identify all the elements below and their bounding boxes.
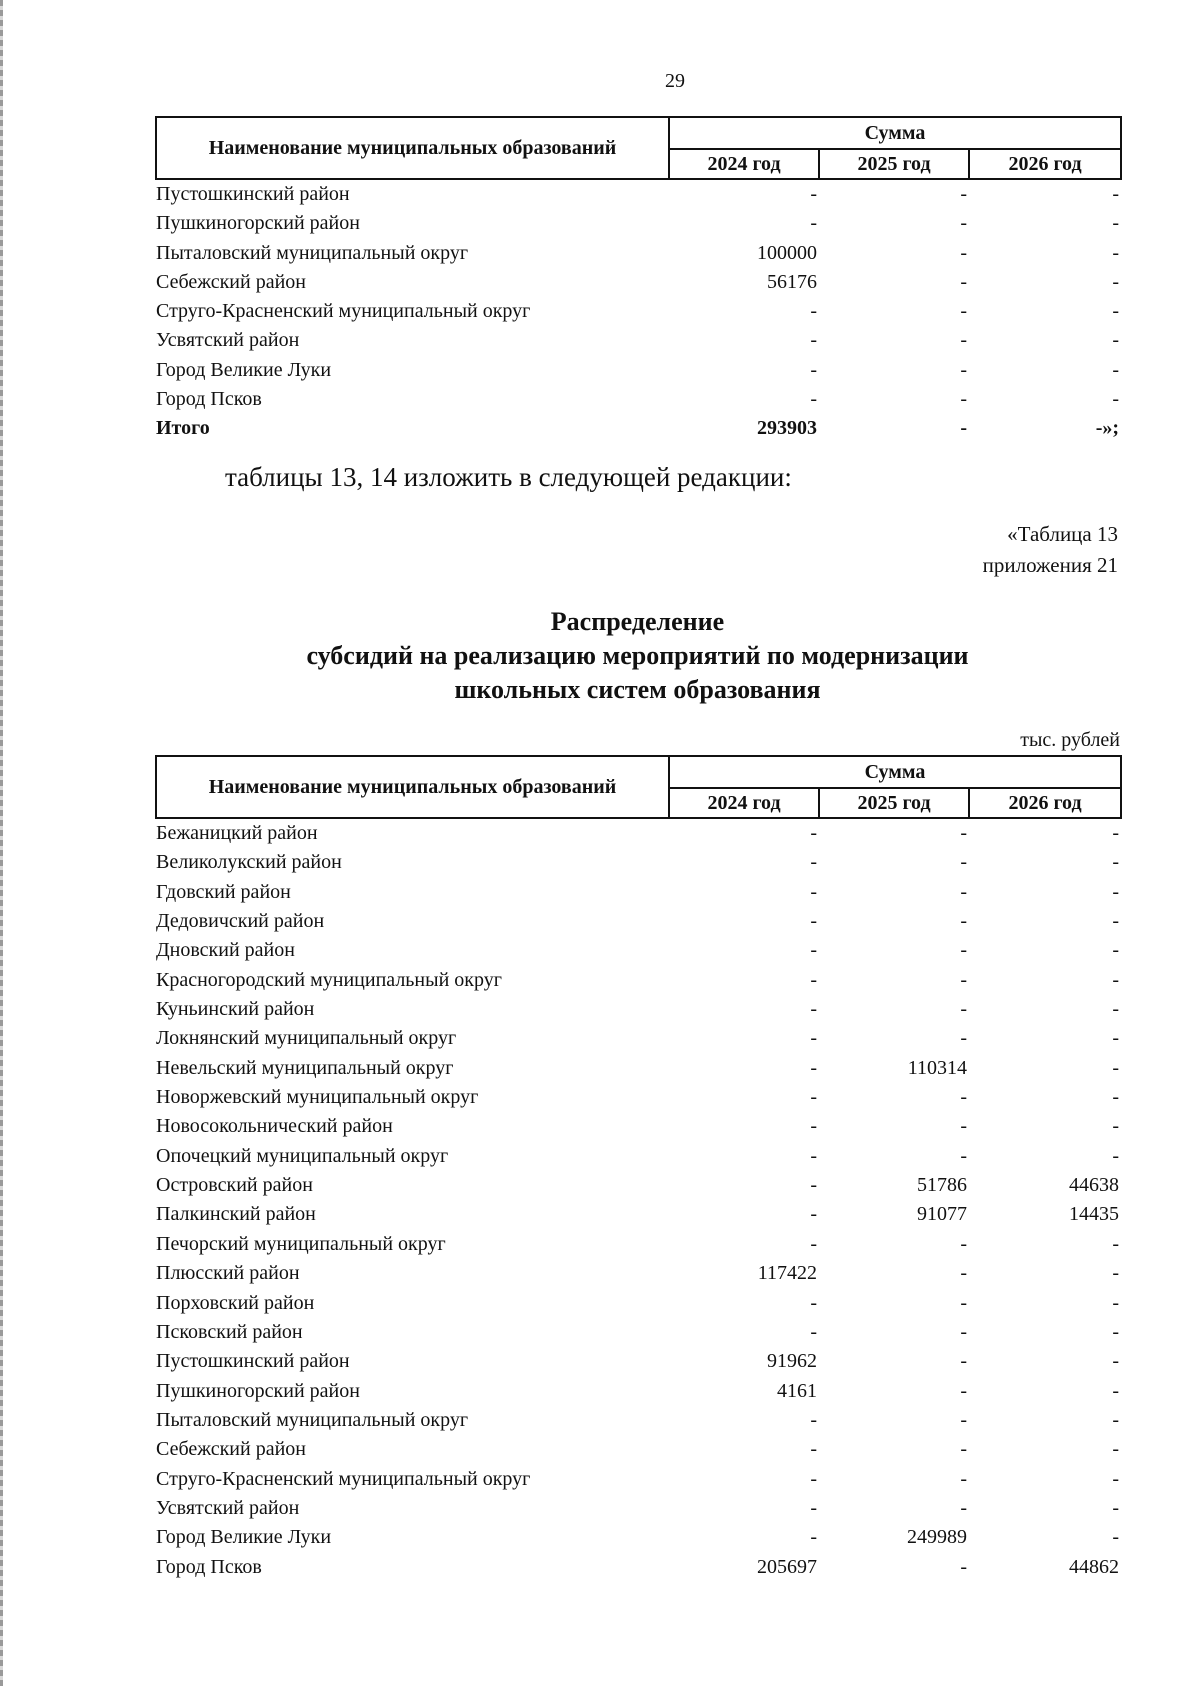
value-2024: 91962 — [767, 1350, 817, 1373]
value-2025: - — [960, 300, 967, 323]
value-2026: - — [1112, 358, 1120, 381]
value-2025: - — [960, 241, 967, 264]
table-row — [156, 1318, 1121, 1347]
table-reference — [983, 519, 1118, 581]
column-header-2025: 2025 год — [819, 149, 969, 179]
value-2025: - — [960, 1086, 967, 1109]
municipality-name: Великолукский район — [156, 851, 342, 874]
value-2025: - — [960, 910, 967, 933]
municipality-name: Красногородский муниципальный округ — [156, 968, 502, 991]
value-2026: - — [1112, 939, 1120, 962]
municipality-name: Город Великие Луки — [156, 358, 332, 381]
value-2025: 91077 — [917, 1203, 967, 1226]
heading-line1: Распределение — [550, 607, 725, 636]
municipality-name: Печорский муниципальный округ — [156, 1232, 446, 1255]
table-row — [156, 966, 1121, 995]
column-header-name: Наименование муниципальных образований — [156, 756, 669, 818]
table-row — [156, 1435, 1121, 1464]
table-row — [156, 1171, 1121, 1200]
table-row — [156, 1494, 1121, 1523]
municipality-name: Себежский район — [156, 1438, 306, 1461]
value-2025: - — [960, 183, 967, 205]
value-2025: - — [960, 1115, 967, 1138]
value-2025: - — [960, 1320, 967, 1343]
municipality-name: Усвятский район — [156, 329, 300, 352]
value-2026: - — [1112, 1320, 1120, 1343]
table-body — [156, 818, 1121, 1582]
value-2026: - — [1112, 1350, 1120, 1373]
value-2025: - — [960, 358, 967, 381]
table-body — [156, 179, 1121, 414]
municipality-name: Новосокольнический район — [156, 1115, 393, 1138]
column-header-2024: 2024 год — [669, 149, 819, 179]
column-header-2026: 2026 год — [969, 788, 1121, 818]
value-2024: 205697 — [757, 1555, 817, 1578]
value-2026: - — [1112, 998, 1120, 1021]
table-row — [156, 1553, 1121, 1582]
value-2025: - — [960, 968, 967, 991]
table-row — [156, 1289, 1121, 1318]
table-row — [156, 209, 1121, 238]
municipality-name: Бежаницкий район — [156, 822, 318, 844]
value-2024: - — [810, 329, 817, 352]
value-2024: - — [810, 1232, 817, 1255]
value-2026: - — [1112, 241, 1120, 264]
value-2024: - — [810, 880, 817, 903]
column-header-2026: 2026 год — [969, 149, 1121, 179]
column-header-name: Наименование муниципальных образований — [156, 117, 669, 179]
municipality-name: Пустошкинский район — [156, 1350, 350, 1373]
value-2026: - — [1112, 910, 1120, 933]
value-2024: 4161 — [777, 1379, 817, 1402]
table-row — [156, 936, 1121, 965]
value-2026: - — [1112, 329, 1120, 352]
value-2024: - — [810, 388, 817, 411]
value-2026: - — [1112, 1115, 1120, 1138]
value-2026: 44638 — [1069, 1174, 1120, 1197]
table-row — [156, 1347, 1121, 1376]
municipality-name: Дновский район — [156, 939, 295, 962]
value-2024: - — [810, 1174, 817, 1197]
scan-edge — [0, 0, 3, 1686]
column-header-2025: 2025 год — [819, 788, 969, 818]
value-2026: 44862 — [1069, 1555, 1120, 1578]
value-2025: - — [960, 851, 967, 874]
value-2024: - — [810, 358, 817, 381]
value-2026: - — [1112, 388, 1120, 411]
value-2026: - — [1112, 300, 1120, 323]
value-2026: - — [1112, 1027, 1120, 1050]
municipality-name: Псковский район — [156, 1320, 303, 1343]
table-row — [156, 1112, 1121, 1141]
value-2025: - — [960, 1379, 967, 1402]
value-2026: - — [1112, 1438, 1120, 1461]
table-row — [156, 1465, 1121, 1494]
total-2026: -»; — [1095, 417, 1120, 440]
municipality-name: Невельский муниципальный округ — [156, 1056, 454, 1079]
value-2026: - — [1112, 1526, 1120, 1549]
table-row — [156, 907, 1121, 936]
intro-text: таблицы 13, 14 изложить в следующей редакции: — [225, 462, 792, 492]
total-2024: 293903 — [757, 417, 817, 440]
value-2025: - — [960, 880, 967, 903]
value-2024: - — [810, 1056, 817, 1079]
value-2024: - — [810, 1496, 817, 1519]
table-header — [156, 117, 1121, 179]
table-row — [156, 356, 1121, 385]
value-2026: - — [1112, 1379, 1120, 1402]
value-2025: - — [960, 329, 967, 352]
value-2025: - — [960, 939, 967, 962]
table-row — [156, 1024, 1121, 1053]
value-2026: - — [1112, 968, 1120, 991]
column-header-2024: 2024 год — [669, 788, 819, 818]
value-2026: - — [1112, 1232, 1120, 1255]
municipality-name: Локнянский муниципальный округ — [156, 1027, 457, 1050]
value-2024: - — [810, 1320, 817, 1343]
table-row — [156, 179, 1121, 209]
table-row — [156, 1142, 1121, 1171]
table-row — [156, 1523, 1121, 1552]
column-header-sum: Сумма — [669, 117, 1121, 149]
value-2025: - — [960, 1144, 967, 1167]
value-2026: - — [1112, 1056, 1120, 1079]
page-number: 29 — [665, 70, 685, 92]
table-reference-line1: «Таблица 13 — [1007, 522, 1118, 546]
document-heading — [0, 605, 1200, 707]
value-2026: - — [1112, 1262, 1120, 1285]
value-2025: - — [960, 1438, 967, 1461]
value-2026: - — [1112, 183, 1120, 205]
value-2024: 100000 — [757, 241, 817, 264]
value-2024: - — [810, 851, 817, 874]
table-row — [156, 239, 1121, 268]
value-2024: - — [810, 1027, 817, 1050]
total-row — [156, 414, 1121, 443]
value-2026: - — [1112, 270, 1120, 293]
municipality-name: Город Великие Луки — [156, 1526, 332, 1549]
total-2025: - — [960, 417, 967, 440]
value-2025: - — [960, 998, 967, 1021]
table-row — [156, 385, 1121, 414]
value-2024: - — [810, 1144, 817, 1167]
value-2026: - — [1112, 1291, 1120, 1314]
municipality-name: Пыталовский муниципальный округ — [156, 1408, 469, 1431]
value-2024: - — [810, 822, 817, 844]
municipality-name: Куньинский район — [156, 998, 315, 1021]
municipality-name: Пыталовский муниципальный округ — [156, 241, 469, 264]
value-2026: - — [1112, 851, 1120, 874]
value-2025: - — [960, 1291, 967, 1314]
value-2024: - — [810, 212, 817, 235]
municipality-name: Пустошкинский район — [156, 183, 350, 205]
value-2026: - — [1112, 212, 1120, 235]
value-2025: - — [960, 1467, 967, 1490]
value-2024: - — [810, 300, 817, 323]
municipality-name: Новоржевский муниципальный округ — [156, 1086, 479, 1109]
value-2025: - — [960, 212, 967, 235]
municipality-name: Город Псков — [156, 388, 262, 411]
value-2025: - — [960, 388, 967, 411]
value-2025: - — [960, 1262, 967, 1285]
table-row — [156, 878, 1121, 907]
value-2024: - — [810, 910, 817, 933]
value-2024: - — [810, 1526, 817, 1549]
municipality-name: Усвятский район — [156, 1496, 300, 1519]
table-previous-continued — [155, 116, 1122, 444]
value-2025: 249989 — [907, 1526, 967, 1549]
table-row — [156, 1406, 1121, 1435]
table-header — [156, 756, 1121, 818]
municipality-name: Пушкиногорский район — [156, 212, 360, 235]
value-2024: - — [810, 1291, 817, 1314]
value-2026: 14435 — [1069, 1203, 1120, 1226]
value-2024: - — [810, 183, 817, 205]
value-2025: - — [960, 1027, 967, 1050]
value-2024: - — [810, 1086, 817, 1109]
value-2026: - — [1112, 822, 1120, 844]
table-row — [156, 1259, 1121, 1288]
table-row — [156, 818, 1121, 848]
heading-line3: школьных систем образования — [454, 675, 821, 704]
table-row — [156, 1377, 1121, 1406]
value-2026: - — [1112, 1467, 1120, 1490]
table-row — [156, 326, 1121, 355]
value-2025: - — [960, 1350, 967, 1373]
value-2024: - — [810, 1467, 817, 1490]
table-total — [156, 414, 1121, 443]
municipality-name: Струго-Красненский муниципальный округ — [156, 300, 531, 323]
municipality-name: Город Псков — [156, 1555, 262, 1578]
units-label: тыс. рублей — [1020, 729, 1120, 751]
value-2024: - — [810, 1115, 817, 1138]
table-row — [156, 995, 1121, 1024]
value-2024: - — [810, 1203, 817, 1226]
value-2024: - — [810, 1438, 817, 1461]
municipality-name: Плюсский район — [156, 1262, 300, 1285]
table-row — [156, 268, 1121, 297]
total-label: Итого — [156, 417, 210, 440]
value-2025: - — [960, 1408, 967, 1431]
value-2026: - — [1112, 1144, 1120, 1167]
municipality-name: Островский район — [156, 1174, 313, 1197]
heading-line2: субсидий на реализацию мероприятий по модернизации — [306, 641, 969, 670]
municipality-name: Себежский район — [156, 270, 306, 293]
table-13 — [155, 755, 1122, 1582]
value-2025: - — [960, 1232, 967, 1255]
table-row — [156, 297, 1121, 326]
value-2024: 117422 — [757, 1262, 817, 1285]
municipality-name: Опочецкий муниципальный округ — [156, 1144, 449, 1167]
value-2025: - — [960, 1496, 967, 1519]
value-2026: - — [1112, 1086, 1120, 1109]
table-reference-line2: приложения 21 — [982, 553, 1118, 577]
value-2024: - — [810, 998, 817, 1021]
municipality-name: Дедовичский район — [156, 910, 325, 933]
table-row — [156, 848, 1121, 877]
municipality-name: Пушкиногорский район — [156, 1379, 360, 1402]
value-2024: - — [810, 939, 817, 962]
value-2025: - — [960, 822, 967, 844]
table-row — [156, 1083, 1121, 1112]
value-2025: - — [960, 1555, 967, 1578]
value-2024: - — [810, 1408, 817, 1431]
table-row — [156, 1054, 1121, 1083]
value-2026: - — [1112, 1496, 1120, 1519]
value-2025: 110314 — [907, 1056, 967, 1079]
column-header-sum: Сумма — [669, 756, 1121, 788]
table-row — [156, 1200, 1121, 1229]
value-2026: - — [1112, 1408, 1120, 1431]
table-row — [156, 1230, 1121, 1259]
municipality-name: Порховский район — [156, 1291, 315, 1314]
municipality-name: Гдовский район — [156, 880, 291, 903]
value-2026: - — [1112, 880, 1120, 903]
municipality-name: Палкинский район — [156, 1203, 316, 1226]
value-2025: - — [960, 270, 967, 293]
value-2024: 56176 — [767, 270, 817, 293]
value-2024: - — [810, 968, 817, 991]
municipality-name: Струго-Красненский муниципальный округ — [156, 1467, 531, 1490]
value-2025: 51786 — [917, 1174, 967, 1197]
